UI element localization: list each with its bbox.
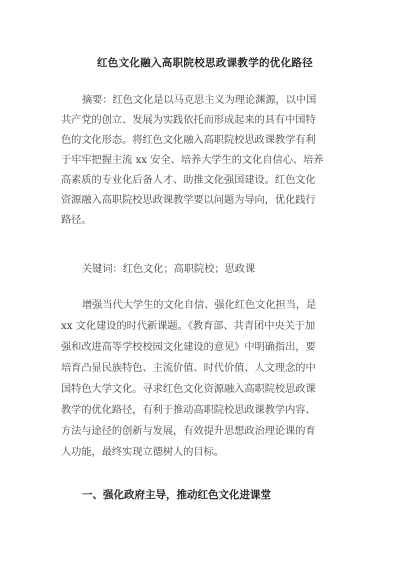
abstract-line: 摘要：红色文化是以马克思主义为理论渊源，以中国 <box>82 95 317 106</box>
abstract-line: 资源融入高职院校思政课教学要以问题为导向，优化践行 <box>61 195 316 206</box>
body-line: xx 文化建设的时代新课题。《教育部、共青团中央关于加 <box>61 321 316 332</box>
abstract-line: 于牢牢把握主流 xx 安全、培养大学生的文化自信心、培养 <box>61 155 324 166</box>
body-line: 人功能，最终实现立德树人的目标。 <box>61 447 224 458</box>
abstract-line: 路径。 <box>61 215 92 226</box>
keywords-line: 关键词：红色文化；高职院校；思政课 <box>82 264 256 275</box>
body-line: 教学的优化路径，有利于推动高职院校思政课教学内容、 <box>61 405 316 416</box>
abstract-line: 共产党的创立、发展为实践依托而形成起来的具有中国特 <box>61 115 316 126</box>
body-line: 培育凸显民族特色、主流价值、时代价值、人文理念的中 <box>61 363 316 374</box>
document-title: 红色文化融入高职院校思政课教学的优化路径 <box>97 57 313 69</box>
body-line: 方法与途径的创新与发展，有效提升思想政治理论课的育 <box>61 426 316 437</box>
abstract-line: 色的文化形态。将红色文化融入高职院校思政课教学有利 <box>61 135 316 146</box>
body-line: 增强当代大学生的文化自信、强化红色文化担当，是 <box>82 300 317 311</box>
body-line: 强和改进高等学校校园文化建设的意见》中明确指出，要 <box>61 342 316 353</box>
section-heading: 一、强化政府主导，推动红色文化进课堂 <box>82 489 271 501</box>
abstract-line: 高素质的专业化后备人才、助推文化强国建设。红色文化 <box>61 175 316 186</box>
body-line: 国特色大学文化。寻求红色文化资源融入高职院校思政课 <box>61 384 316 395</box>
